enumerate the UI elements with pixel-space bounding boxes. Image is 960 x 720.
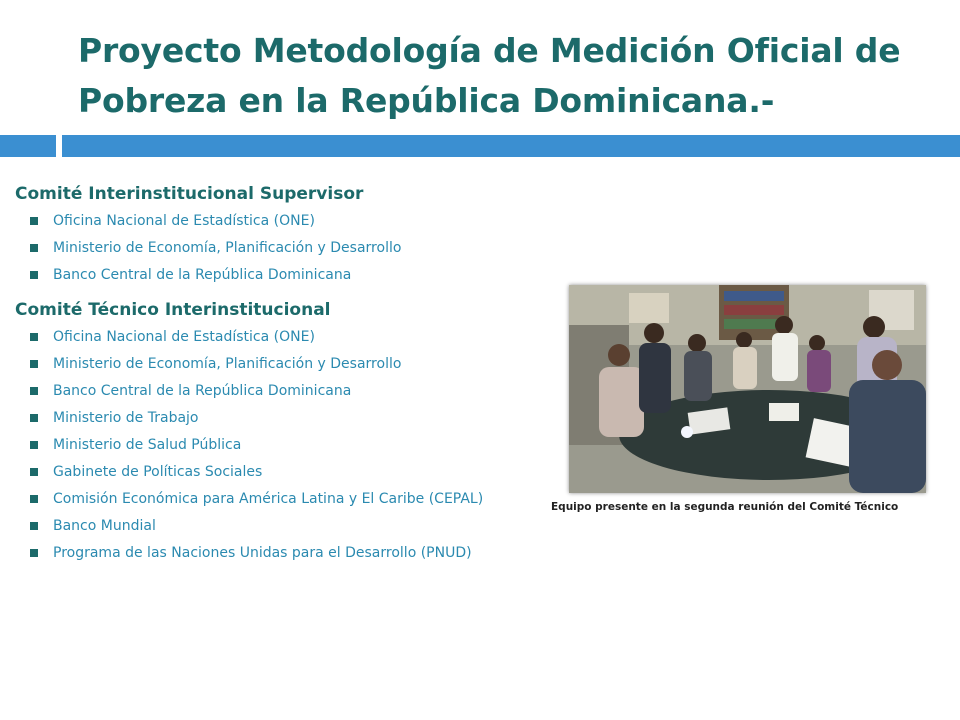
list-item: Gabinete de Políticas Sociales [15, 463, 543, 481]
meeting-photo [569, 285, 926, 493]
square-bullet-icon [30, 549, 38, 557]
list-item: Ministerio de Economía, Planificación y Desarrollo [15, 355, 543, 373]
committee-list [15, 182, 543, 571]
section-heading-technical: Comité Técnico Interinstitucional [15, 300, 331, 320]
list-item: Oficina Nacional de Estadística (ONE) [15, 212, 543, 230]
slide-title [78, 26, 938, 126]
supervisor-member-list [15, 212, 543, 284]
square-bullet-icon [30, 271, 38, 279]
list-item: Ministerio de Economía, Planificación y Desarrollo [15, 239, 543, 257]
list-item: Programa de las Naciones Unidas para el Desarrollo (PNUD) [15, 544, 543, 562]
list-item: Banco Mundial [15, 517, 543, 535]
list-item: Banco Central de la República Dominicana [15, 382, 543, 400]
square-bullet-icon [30, 522, 38, 530]
technical-member-list [15, 328, 543, 562]
square-bullet-icon [30, 244, 38, 252]
list-item: Ministerio de Trabajo [15, 409, 543, 427]
photo-caption: Equipo presente en la segunda reunión del Comité Técnico [551, 501, 899, 513]
square-bullet-icon [30, 333, 38, 341]
square-bullet-icon [30, 414, 38, 422]
accent-bar-right [62, 135, 960, 157]
list-item: Comisión Económica para América Latina y El Caribe (CEPAL) [15, 490, 543, 508]
square-bullet-icon [30, 360, 38, 368]
square-bullet-icon [30, 495, 38, 503]
list-item: Banco Central de la República Dominicana [15, 266, 543, 284]
square-bullet-icon [30, 441, 38, 449]
slide-title-line-2: Pobreza en la República Dominicana.- [78, 81, 775, 120]
meeting-photo-illustration [569, 285, 926, 493]
square-bullet-icon [30, 387, 38, 395]
section-heading-supervisor: Comité Interinstitucional Supervisor [15, 184, 364, 204]
list-item: Ministerio de Salud Pública [15, 436, 543, 454]
list-item: Oficina Nacional de Estadística (ONE) [15, 328, 543, 346]
slide-title-line-1: Proyecto Metodología de Medición Oficial de [78, 31, 901, 70]
accent-bar-left [0, 135, 56, 157]
square-bullet-icon [30, 468, 38, 476]
square-bullet-icon [30, 217, 38, 225]
